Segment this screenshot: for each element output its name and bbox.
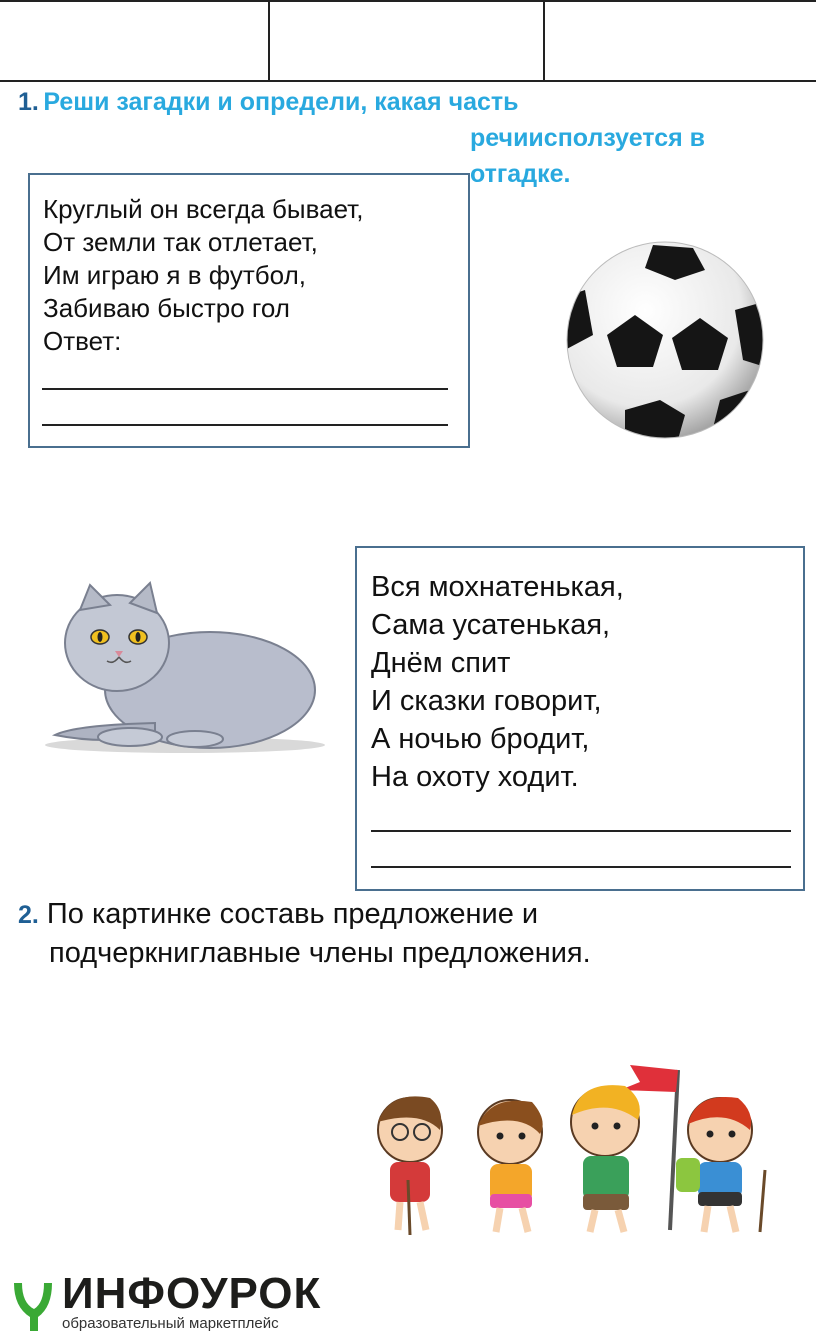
logo-name: ИНФОУРОК [62, 1269, 322, 1318]
infourok-logo-mark-icon [10, 1277, 54, 1333]
task2-text-line1: По картинке составь предложение и [46, 898, 539, 930]
riddle2-line: Днём спит [371, 647, 511, 679]
infourok-logo [10, 1269, 322, 1335]
soccer-ball-image [565, 240, 765, 440]
task1-title-line1: Реши загадки и определи, какая часть [43, 88, 519, 116]
task1-number: 1. [18, 88, 39, 116]
task2-number: 2. [18, 901, 39, 929]
logo-tagline: образовательный маркетплейс [62, 1315, 279, 1332]
header-cell-2 [270, 2, 545, 80]
riddle1-box [28, 173, 470, 448]
riddle2-line: На охоту ходит. [371, 761, 579, 793]
riddle1-answer-line-2[interactable] [42, 424, 448, 426]
hiking-kids-image [340, 1060, 780, 1240]
riddle1-line: Забиваю быстро гол [43, 293, 290, 323]
riddle1-answer-line-1[interactable] [42, 388, 448, 390]
riddle2-line: А ночью бродит, [371, 723, 590, 755]
riddle2-line: Вся мохнатенькая, [371, 571, 624, 603]
riddle2-answer-line-2[interactable] [371, 866, 791, 868]
task2-text-line2: подчеркниглавные члены предложения. [49, 937, 591, 969]
header-cell-3 [545, 2, 816, 80]
riddle1-line: Круглый он всегда бывает, [43, 194, 364, 224]
cat-image [35, 575, 330, 760]
riddle2-answer-line-1[interactable] [371, 830, 791, 832]
task1-title-line3: отгадке. [470, 160, 571, 188]
riddle2-box [355, 546, 805, 891]
task1-heading [18, 88, 519, 117]
riddle2-line: Сама усатенькая, [371, 609, 611, 641]
task2-heading [18, 895, 591, 972]
riddle1-line: От земли так отлетает, [43, 227, 318, 257]
header-cell-1 [0, 2, 270, 80]
riddle1-line: Им играю я в футбол, [43, 260, 306, 290]
riddle2-line: И сказки говорит, [371, 685, 602, 717]
task1-title-line2: речиисползуется в [470, 124, 706, 152]
riddle1-answer-label: Ответ: [43, 326, 122, 356]
header-table [0, 0, 816, 82]
